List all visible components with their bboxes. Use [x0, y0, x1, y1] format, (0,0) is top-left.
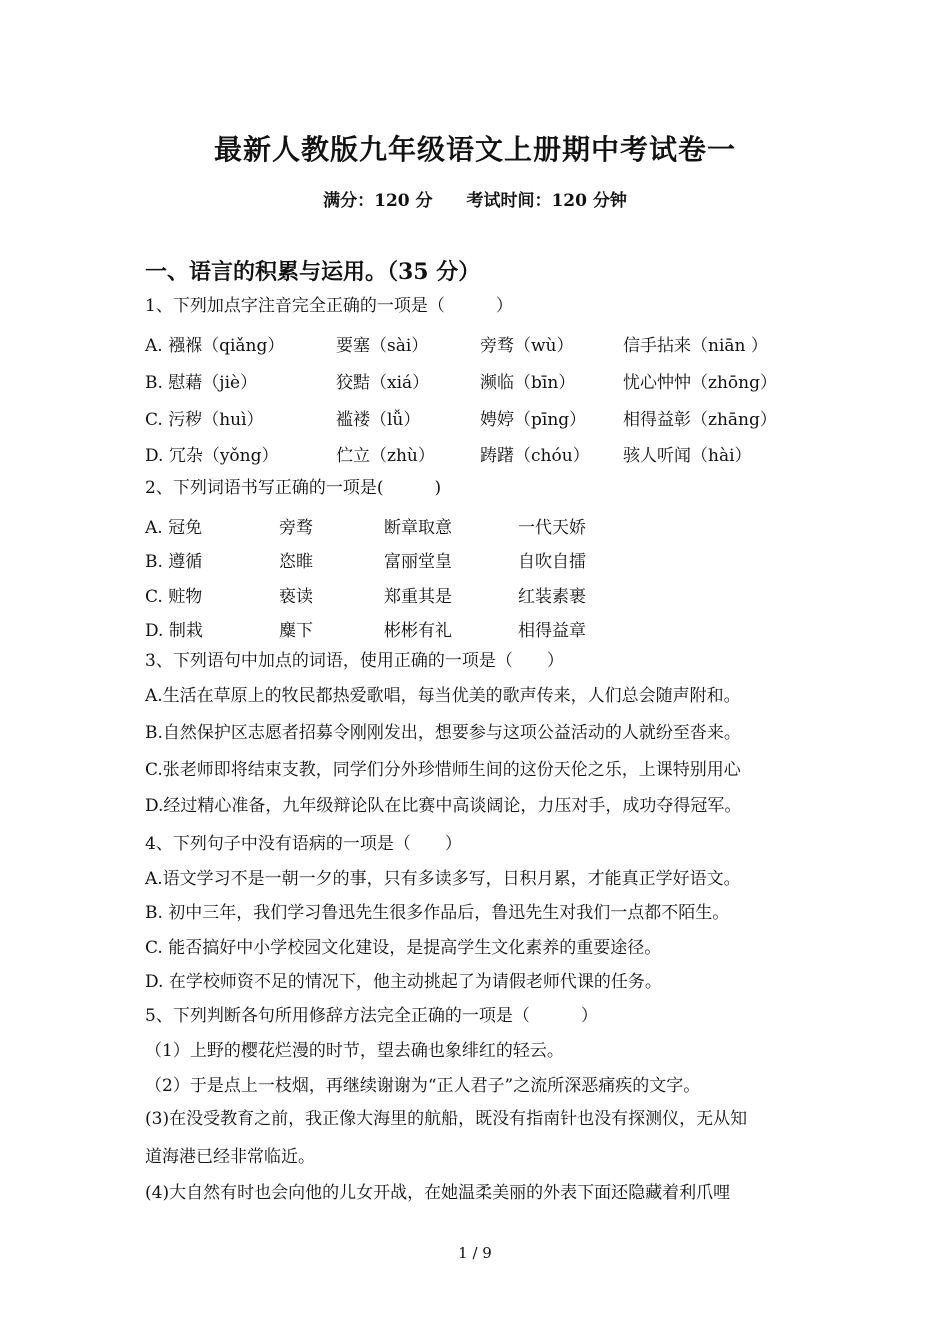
q2-d-item3: 彬彬有礼	[384, 621, 452, 641]
q1-d-item3: 踌躇（chóu）	[480, 446, 590, 466]
q2-c-item3: 郑重其是	[384, 587, 452, 607]
q5-sentence-4: (4)大自然有时也会向他的儿女开战，在她温柔美丽的外表下面还隐藏着利爪哩	[145, 1183, 731, 1203]
q1-d-item1: D. 冗杂（yǒng）	[145, 446, 279, 466]
q4-option-b: B. 初中三年，我们学习鲁迅先生很多作品后，鲁迅先生对我们一点都不陌生。	[145, 903, 730, 923]
q3-option-a: A.生活在草原上的牧民都热爱歌唱，每当优美的歌声传来，人们总会随声附和。	[145, 686, 741, 706]
q1-b-item1: B. 慰藉（jiè）	[145, 373, 258, 393]
q1-b-item3: 濒临（bīn）	[480, 373, 576, 393]
q2-c-item2: 亵读	[279, 587, 313, 607]
q1-option-d	[145, 441, 825, 465]
q2-option-a	[145, 513, 825, 537]
q1-a-item4: 信手拈来（niān ）	[623, 336, 768, 356]
q2-a-item1: A. 冠免	[145, 518, 203, 538]
q1-option-c	[145, 405, 825, 429]
q2-option-c	[145, 582, 825, 606]
q1-b-item4: 忧心忡忡（zhōng）	[623, 373, 777, 393]
q5-sentence-1: （1）上野的樱花烂漫的时节，望去确也象绯红的轻云。	[145, 1041, 564, 1061]
q1-c-item1: C. 污秽（huì）	[145, 410, 264, 430]
q1-c-item3: 娉婷（pīng）	[480, 410, 587, 430]
q2-b-item3: 富丽堂皇	[384, 552, 452, 572]
q1-a-item3: 旁骛（wù）	[480, 336, 574, 356]
question-5-stem: 5、下列判断各句所用修辞方法完全正确的一项是（ ）	[145, 1006, 598, 1026]
question-4-stem: 4、下列句子中没有语病的一项是（ ）	[145, 834, 462, 854]
page-title: 最新人教版九年级语文上册期中考试卷一	[213, 133, 736, 166]
q1-option-a	[145, 331, 825, 355]
q1-c-item4: 相得益彰（zhāng）	[623, 410, 777, 430]
q1-a-item2: 要塞（sài）	[336, 336, 429, 356]
q2-a-item4: 一代天娇	[518, 518, 586, 538]
q4-option-c: C. 能否搞好中小学校园文化建设，是提高学生文化素养的重要途径。	[145, 938, 662, 958]
q3-option-c: C.张老师即将结束支教，同学们分外珍惜师生间的这份天伦之乐，上课特别用心	[145, 760, 741, 780]
q2-d-item4: 相得益章	[518, 621, 586, 641]
page-number: 1 / 9	[458, 1244, 492, 1262]
q4-option-a: A.语文学习不是一朝一夕的事，只有多读多写，日积月累，才能真正学好语文。	[145, 869, 741, 889]
question-2-stem: 2、下列词语书写正确的一项是( )	[145, 478, 442, 498]
q3-option-b: B.自然保护区志愿者招募令刚刚发出，想要参与这项公益活动的人就纷至沓来。	[145, 723, 741, 743]
q1-d-item2: 伫立（zhù）	[336, 446, 435, 466]
exam-meta	[0, 186, 950, 211]
q2-b-item4: 自吹自擂	[518, 552, 586, 572]
q2-c-item1: C. 赃物	[145, 587, 203, 607]
q2-b-item2: 恣睢	[279, 552, 313, 572]
q4-option-d: D. 在学校师资不足的情况下，他主动挑起了为请假老师代课的任务。	[145, 972, 662, 992]
question-1-stem: 1、下列加点字注音完全正确的一项是（ ）	[145, 296, 513, 316]
q1-d-item4: 骇人听闻（hài）	[623, 446, 752, 466]
q2-option-d	[145, 616, 825, 640]
q2-a-item2: 旁骛	[279, 518, 313, 538]
q5-sentence-3b: 道海港已经非常临近。	[145, 1147, 315, 1167]
q2-b-item1: B. 遵循	[145, 552, 203, 572]
q1-b-item2: 狡黠（xiá）	[336, 373, 430, 393]
q1-a-item1: A. 襁褓（qiǎng）	[145, 336, 285, 356]
q1-c-item2: 褴褛（lǚ）	[336, 410, 421, 430]
full-score: 满分：120 分	[323, 191, 433, 211]
q2-c-item4: 红装素裹	[518, 587, 586, 607]
q2-option-b	[145, 547, 825, 571]
q2-d-item1: D. 制栽	[145, 621, 203, 641]
q5-sentence-2: （2）于是点上一枝烟，再继续谢谢为“正人君子”之流所深恶痛疾的文字。	[145, 1076, 701, 1096]
q3-option-d: D.经过精心准备，九年级辩论队在比赛中高谈阔论，力压对手，成功夺得冠军。	[145, 796, 742, 816]
exam-time: 考试时间：120 分钟	[466, 191, 627, 211]
q1-option-b	[145, 368, 825, 392]
q5-sentence-3a: (3)在没受教育之前，我正像大海里的航船，既没有指南针也没有探测仪，无从知	[145, 1109, 748, 1129]
q2-d-item2: 麋下	[279, 621, 313, 641]
question-3-stem: 3、下列语句中加点的词语，使用正确的一项是（ ）	[145, 651, 564, 671]
q2-a-item3: 断章取意	[384, 518, 452, 538]
section-heading: 一、语言的积累与运用。（35 分）	[145, 259, 481, 285]
